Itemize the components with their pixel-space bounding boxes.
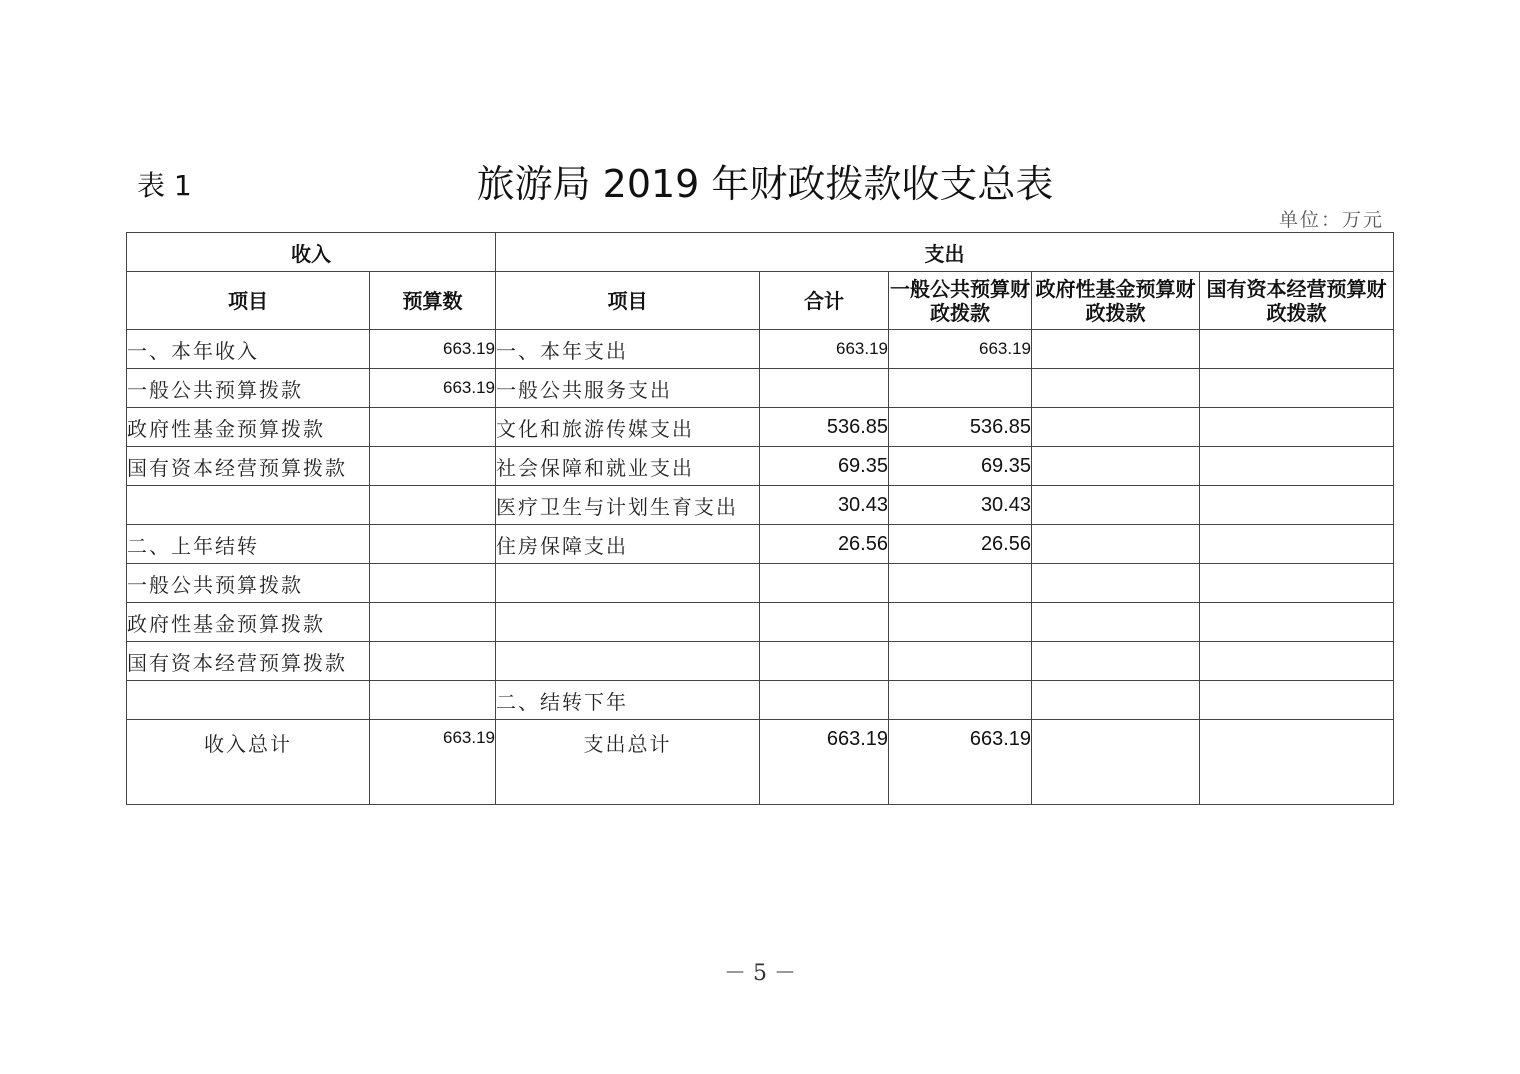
total-cell: [760, 369, 889, 408]
budget-summary-table: [126, 232, 1394, 805]
general-budget-total-value: 663.19: [889, 720, 1032, 805]
gov-fund-cell: [1032, 408, 1200, 447]
table-row: [127, 486, 1394, 525]
table-row: [127, 330, 1394, 369]
gov-fund-total-value: [1032, 720, 1200, 805]
total-cell: 69.35: [760, 447, 889, 486]
general-budget-cell: [889, 642, 1032, 681]
general-budget-cell: 69.35: [889, 447, 1032, 486]
income-item-cell: 政府性基金预算拨款: [127, 408, 370, 447]
income-budget-cell: 663.19: [370, 330, 496, 369]
table-row: [127, 408, 1394, 447]
general-budget-cell: [889, 603, 1032, 642]
income-item-cell: 二、上年结转: [127, 525, 370, 564]
total-cell: 663.19: [760, 330, 889, 369]
col-header-income-budget: 预算数: [370, 272, 496, 330]
table-row: [127, 681, 1394, 720]
income-item-cell: 国有资本经营预算拨款: [127, 642, 370, 681]
state-capital-total-value: [1200, 720, 1394, 805]
income-item-cell: 一般公共预算拨款: [127, 369, 370, 408]
expense-item-cell: 住房保障支出: [496, 525, 760, 564]
gov-fund-cell: [1032, 564, 1200, 603]
income-item-cell: 政府性基金预算拨款: [127, 603, 370, 642]
table-row: [127, 369, 1394, 408]
total-cell: [760, 603, 889, 642]
expense-total-label: 支出总计: [496, 720, 760, 805]
gov-fund-cell: [1032, 642, 1200, 681]
table-row: [127, 525, 1394, 564]
gov-fund-cell: [1032, 447, 1200, 486]
table-row: [127, 447, 1394, 486]
expense-item-cell: [496, 642, 760, 681]
total-cell: [760, 681, 889, 720]
col-header-income-item: 项目: [127, 272, 370, 330]
general-budget-cell: [889, 681, 1032, 720]
expense-item-cell: 一、本年支出: [496, 330, 760, 369]
group-header-row: [127, 233, 1394, 272]
state-capital-cell: [1200, 408, 1394, 447]
income-item-cell: 一般公共预算拨款: [127, 564, 370, 603]
income-budget-cell: [370, 525, 496, 564]
expense-item-cell: 社会保障和就业支出: [496, 447, 760, 486]
state-capital-cell: [1200, 642, 1394, 681]
expense-item-cell: [496, 603, 760, 642]
totals-row: [127, 720, 1394, 805]
col-header-expense-item: 项目: [496, 272, 760, 330]
gov-fund-cell: [1032, 486, 1200, 525]
page-number: － 5 －: [724, 961, 796, 986]
income-item-cell: 国有资本经营预算拨款: [127, 447, 370, 486]
income-budget-cell: [370, 603, 496, 642]
general-budget-cell: [889, 564, 1032, 603]
total-cell: [760, 564, 889, 603]
state-capital-cell: [1200, 681, 1394, 720]
table-row: [127, 603, 1394, 642]
income-budget-cell: [370, 486, 496, 525]
expense-item-cell: 医疗卫生与计划生育支出: [496, 486, 760, 525]
general-budget-cell: 30.43: [889, 486, 1032, 525]
expense-item-cell: 文化和旅游传媒支出: [496, 408, 760, 447]
state-capital-cell: [1200, 603, 1394, 642]
income-budget-cell: [370, 564, 496, 603]
page-title: 旅游局 2019 年财政拨款收支总表: [476, 162, 1054, 206]
expense-item-cell: 一般公共服务支出: [496, 369, 760, 408]
income-group-header: 收入: [127, 233, 496, 272]
state-capital-cell: [1200, 330, 1394, 369]
table-label: 表 1: [137, 169, 192, 202]
income-budget-cell: 663.19: [370, 369, 496, 408]
income-total-value: 663.19: [370, 720, 496, 805]
col-header-total: 合计: [760, 272, 889, 330]
table-row: [127, 564, 1394, 603]
table-row: [127, 642, 1394, 681]
gov-fund-cell: [1032, 330, 1200, 369]
state-capital-cell: [1200, 564, 1394, 603]
general-budget-cell: 536.85: [889, 408, 1032, 447]
gov-fund-cell: [1032, 603, 1200, 642]
expense-item-cell: [496, 564, 760, 603]
total-cell: [760, 642, 889, 681]
income-item-cell: [127, 486, 370, 525]
gov-fund-cell: [1032, 369, 1200, 408]
total-cell: 26.56: [760, 525, 889, 564]
income-item-cell: 一、本年收入: [127, 330, 370, 369]
gov-fund-cell: [1032, 681, 1200, 720]
expense-group-header: 支出: [496, 233, 1394, 272]
income-total-label: 收入总计: [127, 720, 370, 805]
column-header-row: [127, 272, 1394, 330]
income-budget-cell: [370, 408, 496, 447]
state-capital-cell: [1200, 525, 1394, 564]
income-budget-cell: [370, 447, 496, 486]
general-budget-cell: [889, 369, 1032, 408]
expense-total-value: 663.19: [760, 720, 889, 805]
income-budget-cell: [370, 681, 496, 720]
total-cell: 30.43: [760, 486, 889, 525]
general-budget-cell: 663.19: [889, 330, 1032, 369]
state-capital-cell: [1200, 486, 1394, 525]
unit-label: 单位：万元: [1278, 209, 1384, 231]
state-capital-cell: [1200, 447, 1394, 486]
income-budget-cell: [370, 642, 496, 681]
col-header-general-budget: 一般公共预算财政拨款: [889, 272, 1032, 330]
gov-fund-cell: [1032, 525, 1200, 564]
col-header-state-capital: 国有资本经营预算财政拨款: [1200, 272, 1394, 330]
general-budget-cell: 26.56: [889, 525, 1032, 564]
total-cell: 536.85: [760, 408, 889, 447]
col-header-gov-fund: 政府性基金预算财政拨款: [1032, 272, 1200, 330]
expense-item-cell: 二、结转下年: [496, 681, 760, 720]
income-item-cell: [127, 681, 370, 720]
state-capital-cell: [1200, 369, 1394, 408]
